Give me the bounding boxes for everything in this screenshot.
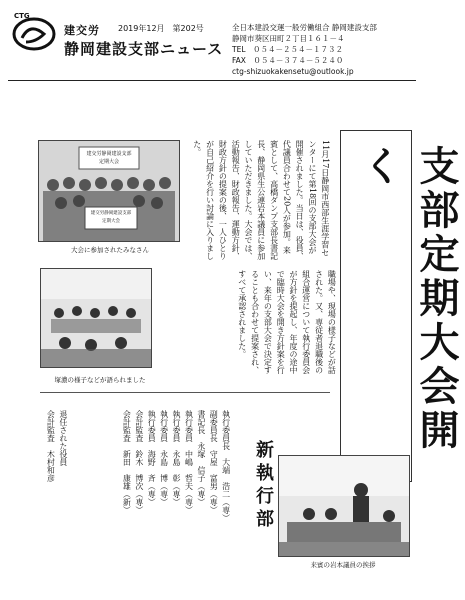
article-body-right: 11月17日静岡市西部生涯学習センターにて第18回の支部大会が開催されました。当日は、役員、代議員合わせて20人が参加。来賓として、高橋ダンプ支部長書記長、静岡県生公連岩本議員に参加していただきました。大会では、活動報告、財政報告、運動方針、財政方針の提案の後、一人ひとりが自己紹介を行い討論に入りました。: [192, 140, 330, 260]
article-title: 支部定期大会開く: [356, 145, 460, 453]
contact-block: [232, 22, 377, 77]
logo-text: CTG: [14, 12, 30, 20]
retired-officers: [44, 410, 69, 482]
contact-org: 全日本建設交運一般労働組合 静岡建設支部: [232, 23, 377, 32]
officer-entry: 会計監査 新田 康雄（新）: [122, 410, 132, 514]
contact-fax: FAX ０５４－３７４－５２４０: [232, 56, 344, 65]
contact-email[interactable]: ctg-shizuokakensetu@outlook.jp: [232, 67, 354, 76]
group-photo: [38, 140, 180, 242]
retired-entry: 会計監査 木村和彦: [46, 410, 56, 482]
officer-entry: 会計監査 鈴木 博次（専）: [134, 410, 144, 514]
banner-text-front: 建交労静岡建設支部: [90, 211, 132, 216]
officer-entry: 執行委員 永島 博（専）: [159, 410, 169, 506]
new-executive-heading: 新執行部: [253, 440, 274, 532]
top-photo-caption: 大会に参加されたみなさん: [71, 246, 149, 254]
meeting-photo: [40, 268, 152, 368]
officer-entry: 書記長 永塚 信子（専）: [196, 410, 206, 506]
middle-photo-caption: 塚濃の様子などが語られました: [54, 376, 146, 384]
officers-divider: [40, 392, 330, 393]
officer-entry: 副委員長 守屋 富男（専）: [209, 410, 219, 514]
contact-tel: TEL ０５４－２５４－１７３２: [232, 45, 343, 54]
header-divider: [8, 80, 416, 81]
org-name: 建交労: [64, 24, 100, 37]
contact-address: 静岡市葵区田町２丁目１６１－４: [232, 34, 345, 43]
officer-entry: 執行委員長 大端 浩二（専）: [221, 410, 231, 522]
officer-entry: 執行委員 永島 彰（専）: [172, 410, 182, 506]
officer-entry: 執行委員 海野 斉（専）: [147, 410, 157, 506]
bottom-photo-caption: 来賓の岩本議員の挨拶: [310, 561, 376, 569]
issue-number: 2019年12月 第202号: [118, 24, 204, 33]
newsletter-title: 静岡建設支部ニュース: [64, 40, 224, 58]
union-logo: [10, 12, 60, 52]
officer-entry: 執行委員 中嶋 哲夫（専）: [184, 410, 194, 514]
speech-photo: [278, 455, 410, 557]
retired-heading: 退任された役員: [58, 410, 68, 466]
officers-list: [120, 410, 232, 590]
banner-subtext-front: 定期大会: [102, 219, 120, 224]
article-title-box: [340, 130, 460, 482]
banner-subtext-top: 定期大会: [98, 159, 119, 165]
banner-text-top: 建交労静岡建設支部: [86, 151, 132, 157]
article-body-middle: 職場や、現場の様子などが話された。又、専従者退職後の組合運営について執行委員会が方針を提起し、年度の途中で臨時大会を開き方針案を行い、来年の支部大会で決定することも合わせて提案され、すべて承認されました。: [237, 270, 337, 374]
